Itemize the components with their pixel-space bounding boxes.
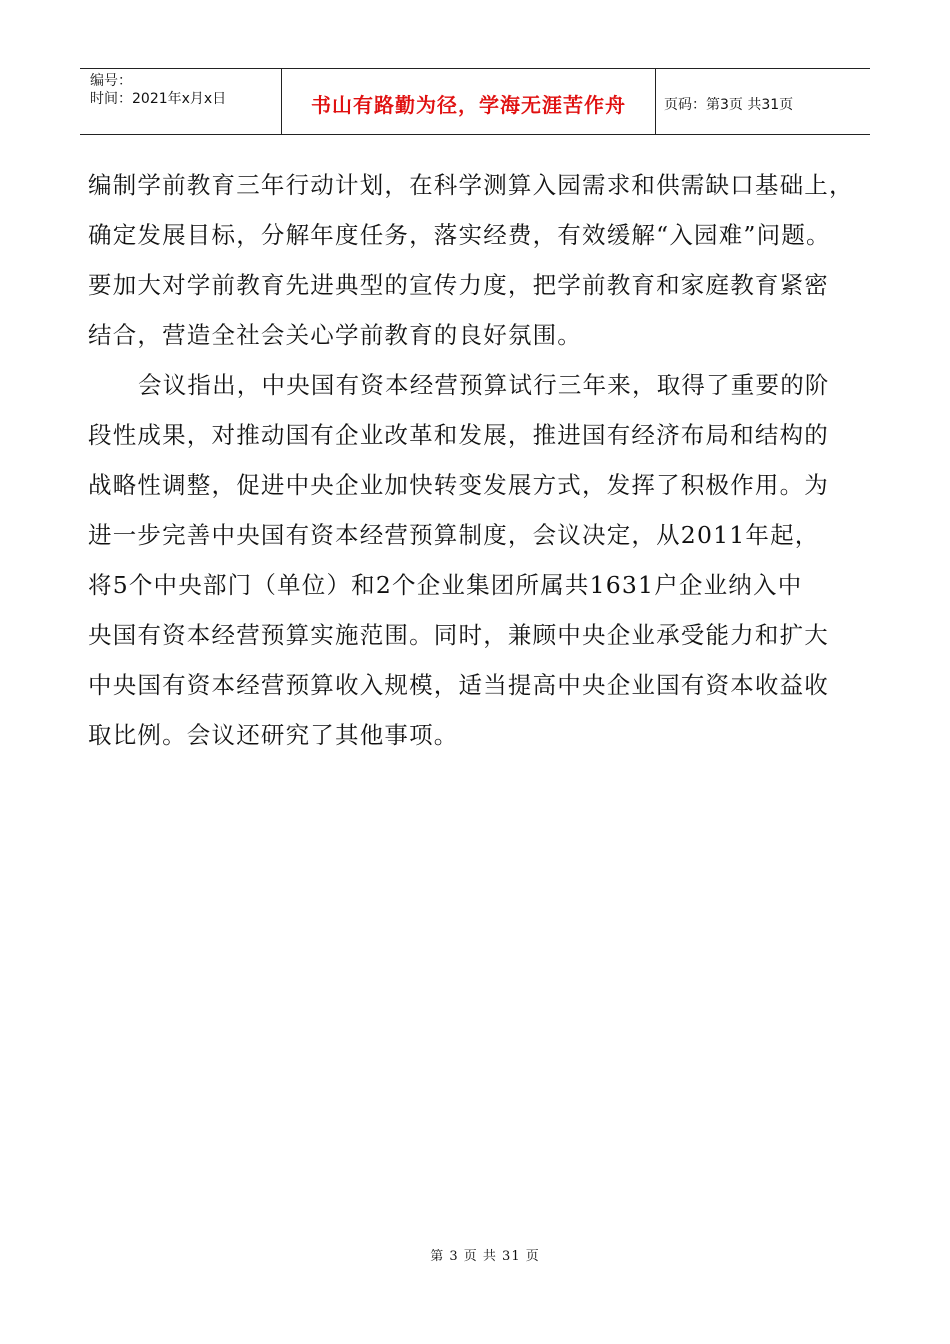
body-line: 中央国有资本经营预算收入规模，适当提高中央企业国有资本收益收 <box>88 671 829 699</box>
body-line: 编制学前教育三年行动计划，在科学测算入园需求和供需缺口基础上， <box>88 171 854 199</box>
body-line: 将5个中央部门（单位）和2个企业集团所属共1631户企业纳入中 <box>88 571 803 599</box>
header-meta <box>80 69 282 134</box>
body-line: 要加大对学前教育先进典型的宣传力度，把学前教育和家庭教育紧密 <box>88 271 829 299</box>
header-motto: 书山有路勤为径，学海无涯苦作舟 <box>282 69 656 134</box>
body-line: 取比例。会议还研究了其他事项。 <box>88 721 459 749</box>
header-page-info: 页码：第3页 共31页 <box>664 96 794 113</box>
body-line: 进一步完善中央国有资本经营预算制度，会议决定，从2011年起， <box>88 521 820 549</box>
body-line: 战略性调整，促进中央企业加快转变发展方式，发挥了积极作用。为 <box>88 471 829 499</box>
body-line: 会议指出，中央国有资本经营预算试行三年来，取得了重要的阶 <box>138 371 830 399</box>
document-header <box>80 68 870 135</box>
document-time-label: 时间：2021年x月x日 <box>90 91 227 107</box>
document-body <box>88 160 868 760</box>
page-footer: 第 3 页 共 31 页 <box>430 1249 540 1264</box>
body-line: 结合，营造全社会关心学前教育的良好氛围。 <box>88 321 582 349</box>
body-line: 央国有资本经营预算实施范围。同时，兼顾中央企业承受能力和扩大 <box>88 621 829 649</box>
document-number-label: 编号： <box>90 73 132 89</box>
body-line: 段性成果，对推动国有企业改革和发展，推进国有经济布局和结构的 <box>88 421 829 449</box>
body-line: 确定发展目标，分解年度任务，落实经费，有效缓解“入园难”问题。 <box>88 221 831 249</box>
